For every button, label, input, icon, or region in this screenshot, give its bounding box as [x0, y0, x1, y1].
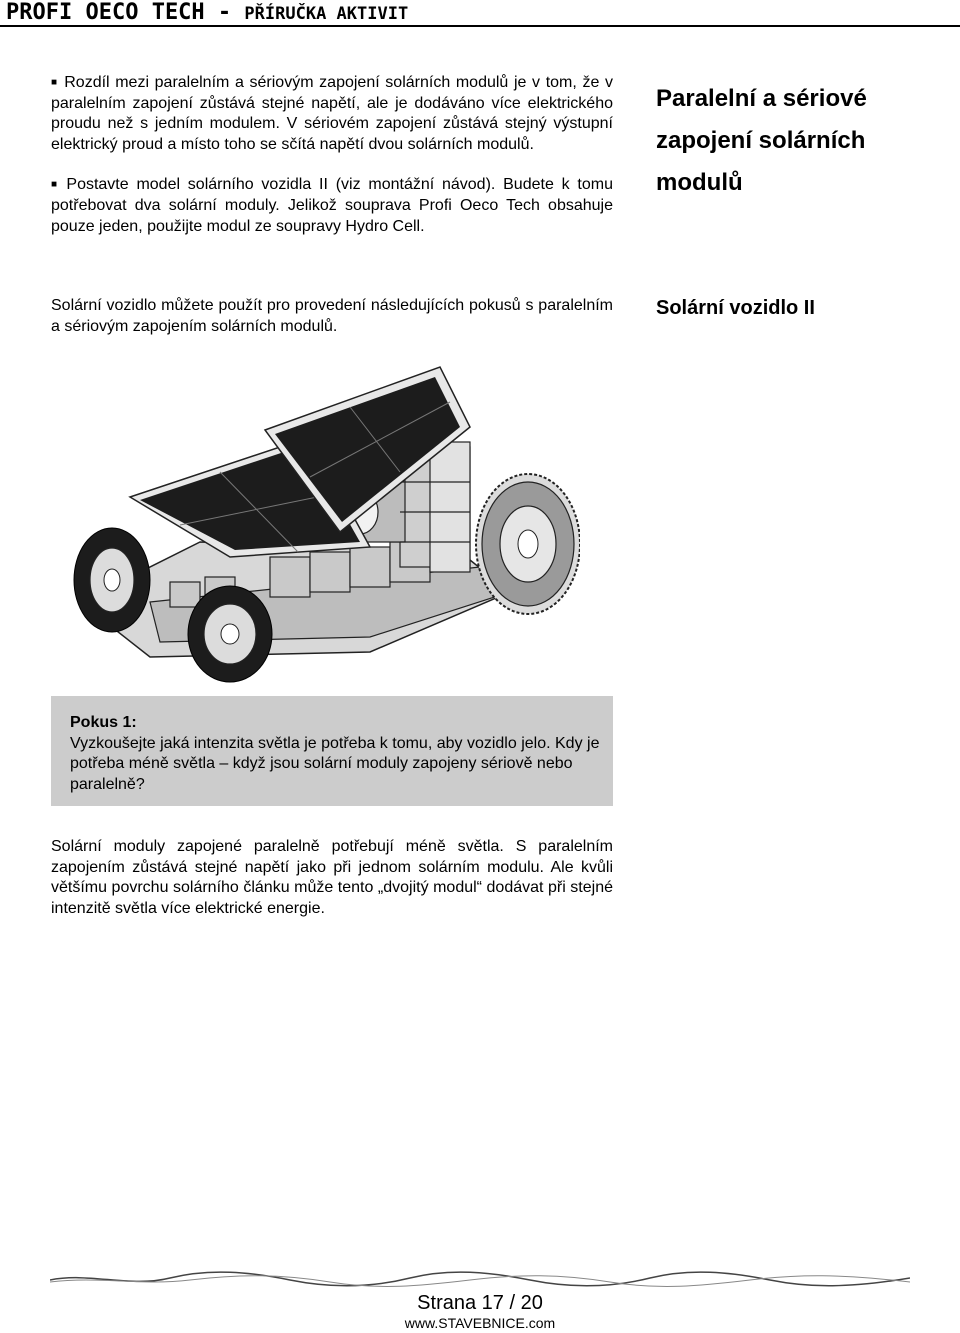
side-heading-parallel-serial: Paralelní a sériové zapojení solárních modulů: [656, 85, 867, 196]
page-number: Strana 17 / 20: [417, 1292, 543, 1314]
bullet-icon: ■: [51, 77, 59, 88]
answer-text: Solární moduly zapojené paralelně potřebují méně světla. S paralelním zapojením zůstává stejné napětí jako při jednom solárním modulu. Ale kvůli většímu povrchu solárního článku může tento „dvojitý modul“ dodávat při stejné intenzitě světla více elektrické energie.: [51, 838, 613, 917]
vehicle-intro-text: Solární vozidlo můžete použít pro provedení následujících pokusů s paralelním a sériovým zapojením solárních modulů.: [51, 297, 613, 335]
header-title-sub: PŘÍRUČKA AKTIVIT: [244, 4, 409, 24]
side-heading-solar-vehicle: Solární vozidlo II: [656, 297, 815, 319]
experiment-box: [51, 696, 613, 806]
experiment-title: Pokus 1:: [70, 714, 137, 731]
header-title: [6, 0, 408, 25]
header-title-main: PROFI OECO TECH -: [6, 0, 232, 25]
intro-text: [51, 73, 613, 237]
page-header: [0, 0, 960, 26]
footer-wave-rule: [50, 1268, 910, 1292]
intro-paragraph-2: ■ Postavte model solárního vozidla II (viz montážní návod). Budete k tomu potřebovat dva solární moduly. Jelikož souprava Profi Oeco Tech obsahuje pouze jeden, použijte modul ze soupravy Hydro Cell.: [51, 176, 613, 235]
footer-site-link[interactable]: www.STAVEBNICE.com: [404, 1315, 556, 1331]
solar-vehicle-illustration: [40, 352, 580, 692]
intro-paragraph-1: ■ Rozdíl mezi paralelním a sériovým zapojení solárních modulů je v tom, že v paralelním zapojení zůstává stejné napětí, ale je dodáváno více elektrického proudu než s jedním modulem. V sériovém zapojení zůstává stejný výstupní elektrický proud a místo toho se sčítá napětí dvou solárních modulů.: [51, 74, 613, 153]
experiment-text: Vyzkoušejte jaká intenzita světla je potřeba k tomu, aby vozidlo jelo. Kdy je potřeba méně světla – když jsou solární moduly zapojeny sériově nebo paralelně?: [70, 734, 600, 793]
bullet-icon: ■: [51, 179, 61, 191]
header-rule: [0, 25, 960, 27]
